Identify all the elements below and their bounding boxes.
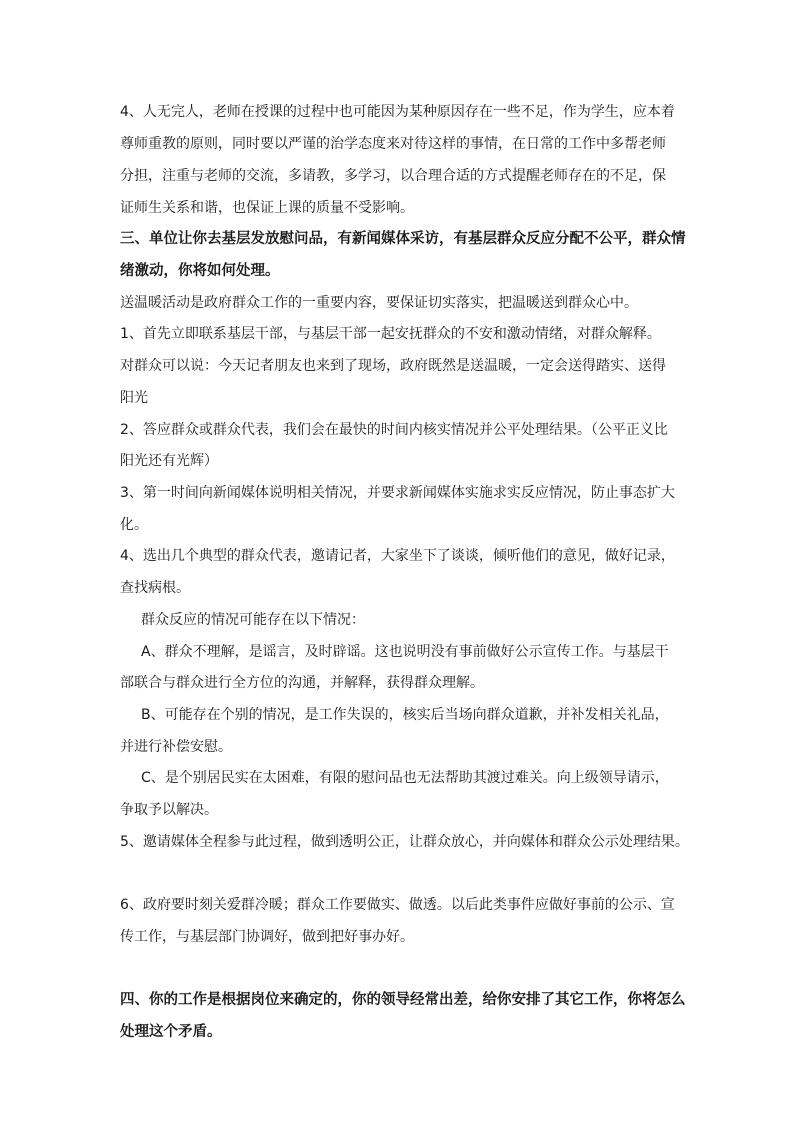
text-line: 尊师重教的原则，同时要以严谨的治学态度来对待这样的事情，在日常的工作中多帮老师 — [120, 136, 666, 152]
section-heading: 绪激动，你将如何处理。 — [120, 263, 280, 279]
text-line: 分担，注重与老师的交流，多请教，多学习，以合理合适的方式提醒老师存在的不足，保 — [120, 168, 666, 184]
text-line: 对群众可以说：今天记者朋友也来到了现场，政府既然是送温暖，一定会送得踏实、送得 — [120, 358, 666, 374]
text-line: 6、政府要时刻关爱群冷暖；群众工作要做实、做透。以后此类事件应做好事前的公示、宣 — [120, 897, 675, 913]
text-line: 群众反应的情况可能存在以下情况： — [141, 612, 365, 628]
text-line: 化。 — [120, 517, 148, 533]
text-line: 4、选出几个典型的群众代表，邀请记者，大家坐下了谈谈，倾听他们的意见，做好记录， — [120, 548, 675, 564]
text-line: C、是个别居民实在太困难，有限的慰问品也无法帮助其渡过难关。向上级领导请示， — [141, 770, 669, 786]
text-line: B、可能存在个别的情况，是工作失误的，核实后当场向群众道歉，并补发相关礼品， — [141, 707, 669, 723]
text-line: 争取予以解决。 — [120, 802, 218, 818]
text-line: 部联合与群众进行全方位的沟通，并解释，获得群众理解。 — [120, 675, 484, 691]
text-line: 阳光 — [120, 390, 148, 406]
text-line: 传工作，与基层部门协调好，做到把好事办好。 — [120, 929, 414, 945]
text-line: 4、人无完人，老师在授课的过程中也可能因为某种原因存在一些不足，作为学生，应本着 — [120, 104, 675, 120]
text-line: 2、答应群众或群众代表，我们会在最快的时间内核实情况并公平处理结果。（公平正义比 — [120, 422, 668, 438]
section-heading: 三、单位让你去基层发放慰问品，有新闻媒体采访，有基层群众反应分配不公平，群众情 — [120, 231, 686, 247]
section-heading: 处理这个矛盾。 — [120, 1024, 222, 1040]
text-line: 阳光还有光辉） — [120, 453, 218, 469]
text-line: 证师生关系和谐，也保证上课的质量不受影响。 — [120, 200, 414, 216]
text-line: 查找病根。 — [120, 580, 190, 596]
text-line: 5、邀请媒体全程参与此过程，做到透明公正，让群众放心，并向媒体和群众公示处理结果。 — [120, 834, 689, 850]
section-heading: 四、你的工作是根据岗位来确定的，你的领导经常出差，给你安排了其它工作，你将怎么 — [120, 992, 686, 1008]
text-line: 送温暖活动是政府群众工作的一重要内容，要保证切实落实，把温暖送到群众心中。 — [120, 295, 638, 311]
text-line: 3、第一时间向新闻媒体说明相关情况，并要求新闻媒体实施求实反应情况，防止事态扩大 — [120, 485, 675, 501]
text-line: 并进行补偿安慰。 — [120, 739, 232, 755]
text-line: 1、首先立即联系基层干部，与基层干部一起安抚群众的不安和激动情绪，对群众解释。 — [120, 326, 661, 342]
text-line: A、群众不理解，是谣言，及时辟谣。这也说明没有事前做好公示宣传工作。与基层干 — [141, 644, 669, 660]
